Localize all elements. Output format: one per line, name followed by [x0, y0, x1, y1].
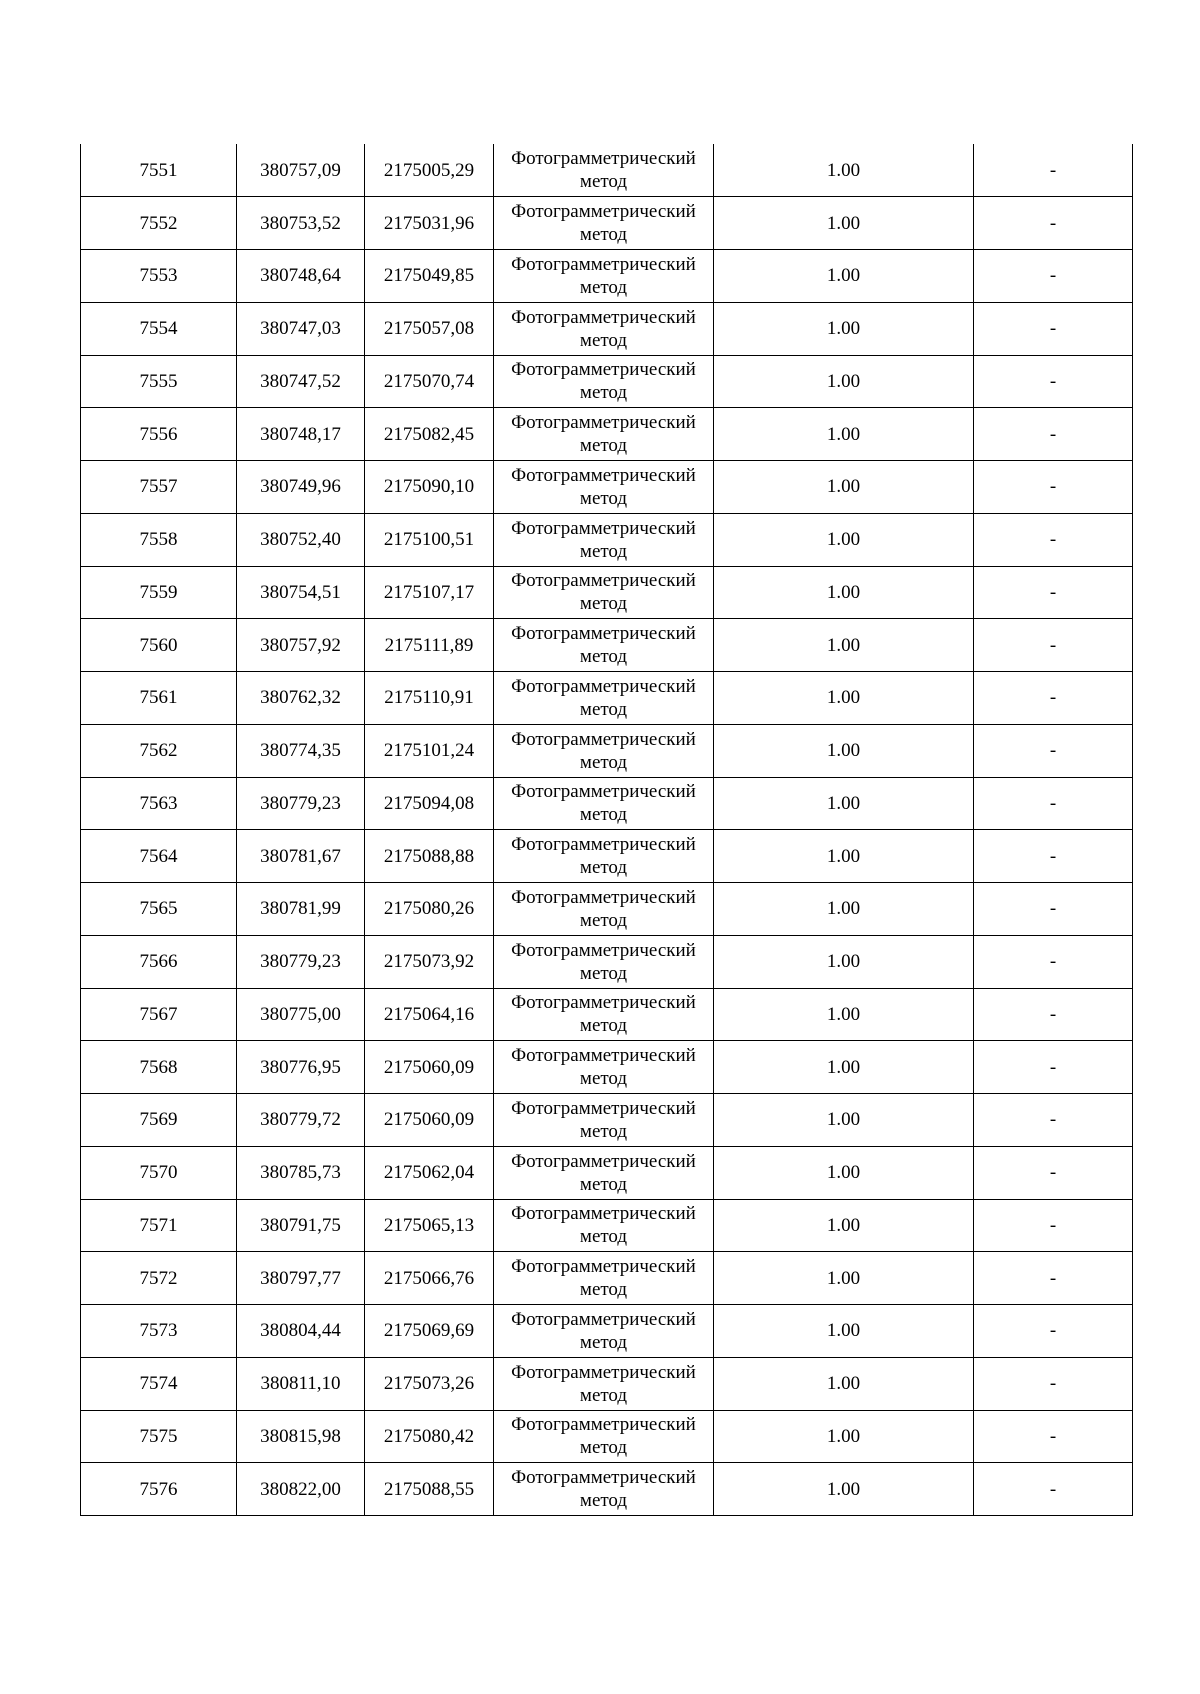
table-row: [81, 619, 1133, 672]
note-cell: -: [974, 355, 1133, 408]
point-number-cell: 7571: [81, 1199, 237, 1252]
method-cell: Фотограмметрический метод: [494, 988, 714, 1041]
table-row: [81, 777, 1133, 830]
point-number-cell: 7559: [81, 566, 237, 619]
x-coordinate-cell: 380762,32: [237, 672, 365, 725]
accuracy-cell: 1.00: [714, 566, 974, 619]
method-cell: Фотограмметрический метод: [494, 1146, 714, 1199]
accuracy-cell: 1.00: [714, 1041, 974, 1094]
x-coordinate-cell: 380781,67: [237, 830, 365, 883]
point-number-cell: 7566: [81, 935, 237, 988]
accuracy-cell: 1.00: [714, 777, 974, 830]
method-cell: Фотограмметрический метод: [494, 566, 714, 619]
method-cell: Фотограмметрический метод: [494, 197, 714, 250]
accuracy-cell: 1.00: [714, 1146, 974, 1199]
x-coordinate-cell: 380779,72: [237, 1094, 365, 1147]
accuracy-cell: 1.00: [714, 513, 974, 566]
table-row: [81, 1305, 1133, 1358]
note-cell: -: [974, 1146, 1133, 1199]
point-number-cell: 7574: [81, 1357, 237, 1410]
x-coordinate-cell: 380749,96: [237, 461, 365, 514]
y-coordinate-cell: 2175057,08: [365, 302, 494, 355]
x-coordinate-cell: 380775,00: [237, 988, 365, 1041]
x-coordinate-cell: 380747,03: [237, 302, 365, 355]
y-coordinate-cell: 2175111,89: [365, 619, 494, 672]
y-coordinate-cell: 2175094,08: [365, 777, 494, 830]
point-number-cell: 7554: [81, 302, 237, 355]
table-row: [81, 1410, 1133, 1463]
accuracy-cell: 1.00: [714, 619, 974, 672]
note-cell: -: [974, 830, 1133, 883]
point-number-cell: 7567: [81, 988, 237, 1041]
accuracy-cell: 1.00: [714, 144, 974, 197]
point-number-cell: 7560: [81, 619, 237, 672]
table-row: [81, 144, 1133, 197]
accuracy-cell: 1.00: [714, 883, 974, 936]
point-number-cell: 7569: [81, 1094, 237, 1147]
x-coordinate-cell: 380774,35: [237, 724, 365, 777]
method-cell: Фотограмметрический метод: [494, 461, 714, 514]
y-coordinate-cell: 2175080,42: [365, 1410, 494, 1463]
method-cell: Фотограмметрический метод: [494, 355, 714, 408]
y-coordinate-cell: 2175073,26: [365, 1357, 494, 1410]
note-cell: -: [974, 302, 1133, 355]
method-cell: Фотограмметрический метод: [494, 672, 714, 725]
x-coordinate-cell: 380779,23: [237, 935, 365, 988]
point-number-cell: 7562: [81, 724, 237, 777]
table-row: [81, 988, 1133, 1041]
point-number-cell: 7570: [81, 1146, 237, 1199]
accuracy-cell: 1.00: [714, 250, 974, 303]
method-cell: Фотограмметрический метод: [494, 883, 714, 936]
table-row: [81, 197, 1133, 250]
method-cell: Фотограмметрический метод: [494, 1305, 714, 1358]
x-coordinate-cell: 380776,95: [237, 1041, 365, 1094]
accuracy-cell: 1.00: [714, 302, 974, 355]
method-cell: Фотограмметрический метод: [494, 1357, 714, 1410]
y-coordinate-cell: 2175090,10: [365, 461, 494, 514]
accuracy-cell: 1.00: [714, 830, 974, 883]
y-coordinate-cell: 2175060,09: [365, 1041, 494, 1094]
method-cell: Фотограмметрический метод: [494, 513, 714, 566]
method-cell: Фотограмметрический метод: [494, 1041, 714, 1094]
x-coordinate-cell: 380779,23: [237, 777, 365, 830]
point-number-cell: 7556: [81, 408, 237, 461]
accuracy-cell: 1.00: [714, 1094, 974, 1147]
point-number-cell: 7563: [81, 777, 237, 830]
y-coordinate-cell: 2175049,85: [365, 250, 494, 303]
method-cell: Фотограмметрический метод: [494, 935, 714, 988]
y-coordinate-cell: 2175082,45: [365, 408, 494, 461]
note-cell: -: [974, 1463, 1133, 1516]
x-coordinate-cell: 380757,09: [237, 144, 365, 197]
note-cell: -: [974, 250, 1133, 303]
table-row: [81, 1146, 1133, 1199]
point-number-cell: 7558: [81, 513, 237, 566]
method-cell: Фотограмметрический метод: [494, 1410, 714, 1463]
table-row: [81, 1094, 1133, 1147]
point-number-cell: 7576: [81, 1463, 237, 1516]
method-cell: Фотограмметрический метод: [494, 619, 714, 672]
x-coordinate-cell: 380804,44: [237, 1305, 365, 1358]
method-cell: Фотограмметрический метод: [494, 408, 714, 461]
method-cell: Фотограмметрический метод: [494, 144, 714, 197]
accuracy-cell: 1.00: [714, 197, 974, 250]
note-cell: -: [974, 988, 1133, 1041]
x-coordinate-cell: 380785,73: [237, 1146, 365, 1199]
y-coordinate-cell: 2175005,29: [365, 144, 494, 197]
accuracy-cell: 1.00: [714, 1252, 974, 1305]
y-coordinate-cell: 2175088,55: [365, 1463, 494, 1516]
coordinates-table: [80, 144, 1133, 1516]
x-coordinate-cell: 380753,52: [237, 197, 365, 250]
note-cell: -: [974, 883, 1133, 936]
note-cell: -: [974, 1094, 1133, 1147]
accuracy-cell: 1.00: [714, 672, 974, 725]
x-coordinate-cell: 380752,40: [237, 513, 365, 566]
y-coordinate-cell: 2175062,04: [365, 1146, 494, 1199]
method-cell: Фотограмметрический метод: [494, 830, 714, 883]
note-cell: -: [974, 408, 1133, 461]
note-cell: -: [974, 461, 1133, 514]
x-coordinate-cell: 380747,52: [237, 355, 365, 408]
table-row: [81, 1357, 1133, 1410]
table-row: [81, 1463, 1133, 1516]
accuracy-cell: 1.00: [714, 1357, 974, 1410]
table-row: [81, 1199, 1133, 1252]
note-cell: -: [974, 619, 1133, 672]
y-coordinate-cell: 2175065,13: [365, 1199, 494, 1252]
x-coordinate-cell: 380791,75: [237, 1199, 365, 1252]
table-row: [81, 461, 1133, 514]
accuracy-cell: 1.00: [714, 1305, 974, 1358]
note-cell: -: [974, 724, 1133, 777]
table-row: [81, 883, 1133, 936]
y-coordinate-cell: 2175060,09: [365, 1094, 494, 1147]
note-cell: -: [974, 197, 1133, 250]
note-cell: -: [974, 935, 1133, 988]
point-number-cell: 7573: [81, 1305, 237, 1358]
point-number-cell: 7555: [81, 355, 237, 408]
y-coordinate-cell: 2175031,96: [365, 197, 494, 250]
y-coordinate-cell: 2175080,26: [365, 883, 494, 936]
point-number-cell: 7575: [81, 1410, 237, 1463]
table-row: [81, 250, 1133, 303]
method-cell: Фотограмметрический метод: [494, 1199, 714, 1252]
note-cell: -: [974, 1252, 1133, 1305]
accuracy-cell: 1.00: [714, 1199, 974, 1252]
point-number-cell: 7553: [81, 250, 237, 303]
note-cell: -: [974, 1199, 1133, 1252]
point-number-cell: 7551: [81, 144, 237, 197]
note-cell: -: [974, 672, 1133, 725]
point-number-cell: 7564: [81, 830, 237, 883]
table-row: [81, 302, 1133, 355]
point-number-cell: 7572: [81, 1252, 237, 1305]
table-row: [81, 724, 1133, 777]
table-row: [81, 566, 1133, 619]
accuracy-cell: 1.00: [714, 461, 974, 514]
method-cell: Фотограмметрический метод: [494, 724, 714, 777]
accuracy-cell: 1.00: [714, 1463, 974, 1516]
x-coordinate-cell: 380811,10: [237, 1357, 365, 1410]
method-cell: Фотограмметрический метод: [494, 302, 714, 355]
x-coordinate-cell: 380748,64: [237, 250, 365, 303]
accuracy-cell: 1.00: [714, 724, 974, 777]
accuracy-cell: 1.00: [714, 1410, 974, 1463]
y-coordinate-cell: 2175070,74: [365, 355, 494, 408]
y-coordinate-cell: 2175101,24: [365, 724, 494, 777]
y-coordinate-cell: 2175088,88: [365, 830, 494, 883]
point-number-cell: 7561: [81, 672, 237, 725]
x-coordinate-cell: 380822,00: [237, 1463, 365, 1516]
y-coordinate-cell: 2175073,92: [365, 935, 494, 988]
y-coordinate-cell: 2175110,91: [365, 672, 494, 725]
accuracy-cell: 1.00: [714, 355, 974, 408]
x-coordinate-cell: 380797,77: [237, 1252, 365, 1305]
x-coordinate-cell: 380757,92: [237, 619, 365, 672]
method-cell: Фотограмметрический метод: [494, 1252, 714, 1305]
table-body: [81, 144, 1133, 1516]
y-coordinate-cell: 2175066,76: [365, 1252, 494, 1305]
method-cell: Фотограмметрический метод: [494, 1463, 714, 1516]
point-number-cell: 7568: [81, 1041, 237, 1094]
accuracy-cell: 1.00: [714, 988, 974, 1041]
note-cell: -: [974, 1041, 1133, 1094]
y-coordinate-cell: 2175107,17: [365, 566, 494, 619]
note-cell: -: [974, 513, 1133, 566]
note-cell: -: [974, 566, 1133, 619]
table-row: [81, 355, 1133, 408]
y-coordinate-cell: 2175069,69: [365, 1305, 494, 1358]
note-cell: -: [974, 1410, 1133, 1463]
point-number-cell: 7565: [81, 883, 237, 936]
x-coordinate-cell: 380781,99: [237, 883, 365, 936]
table-row: [81, 830, 1133, 883]
note-cell: -: [974, 777, 1133, 830]
accuracy-cell: 1.00: [714, 935, 974, 988]
point-number-cell: 7557: [81, 461, 237, 514]
table-row: [81, 672, 1133, 725]
accuracy-cell: 1.00: [714, 408, 974, 461]
table-row: [81, 1041, 1133, 1094]
x-coordinate-cell: 380815,98: [237, 1410, 365, 1463]
point-number-cell: 7552: [81, 197, 237, 250]
method-cell: Фотограмметрический метод: [494, 1094, 714, 1147]
method-cell: Фотограмметрический метод: [494, 777, 714, 830]
y-coordinate-cell: 2175100,51: [365, 513, 494, 566]
table-row: [81, 513, 1133, 566]
table-row: [81, 935, 1133, 988]
table-row: [81, 408, 1133, 461]
note-cell: -: [974, 1305, 1133, 1358]
table-row: [81, 1252, 1133, 1305]
note-cell: -: [974, 144, 1133, 197]
x-coordinate-cell: 380754,51: [237, 566, 365, 619]
y-coordinate-cell: 2175064,16: [365, 988, 494, 1041]
method-cell: Фотограмметрический метод: [494, 250, 714, 303]
x-coordinate-cell: 380748,17: [237, 408, 365, 461]
note-cell: -: [974, 1357, 1133, 1410]
